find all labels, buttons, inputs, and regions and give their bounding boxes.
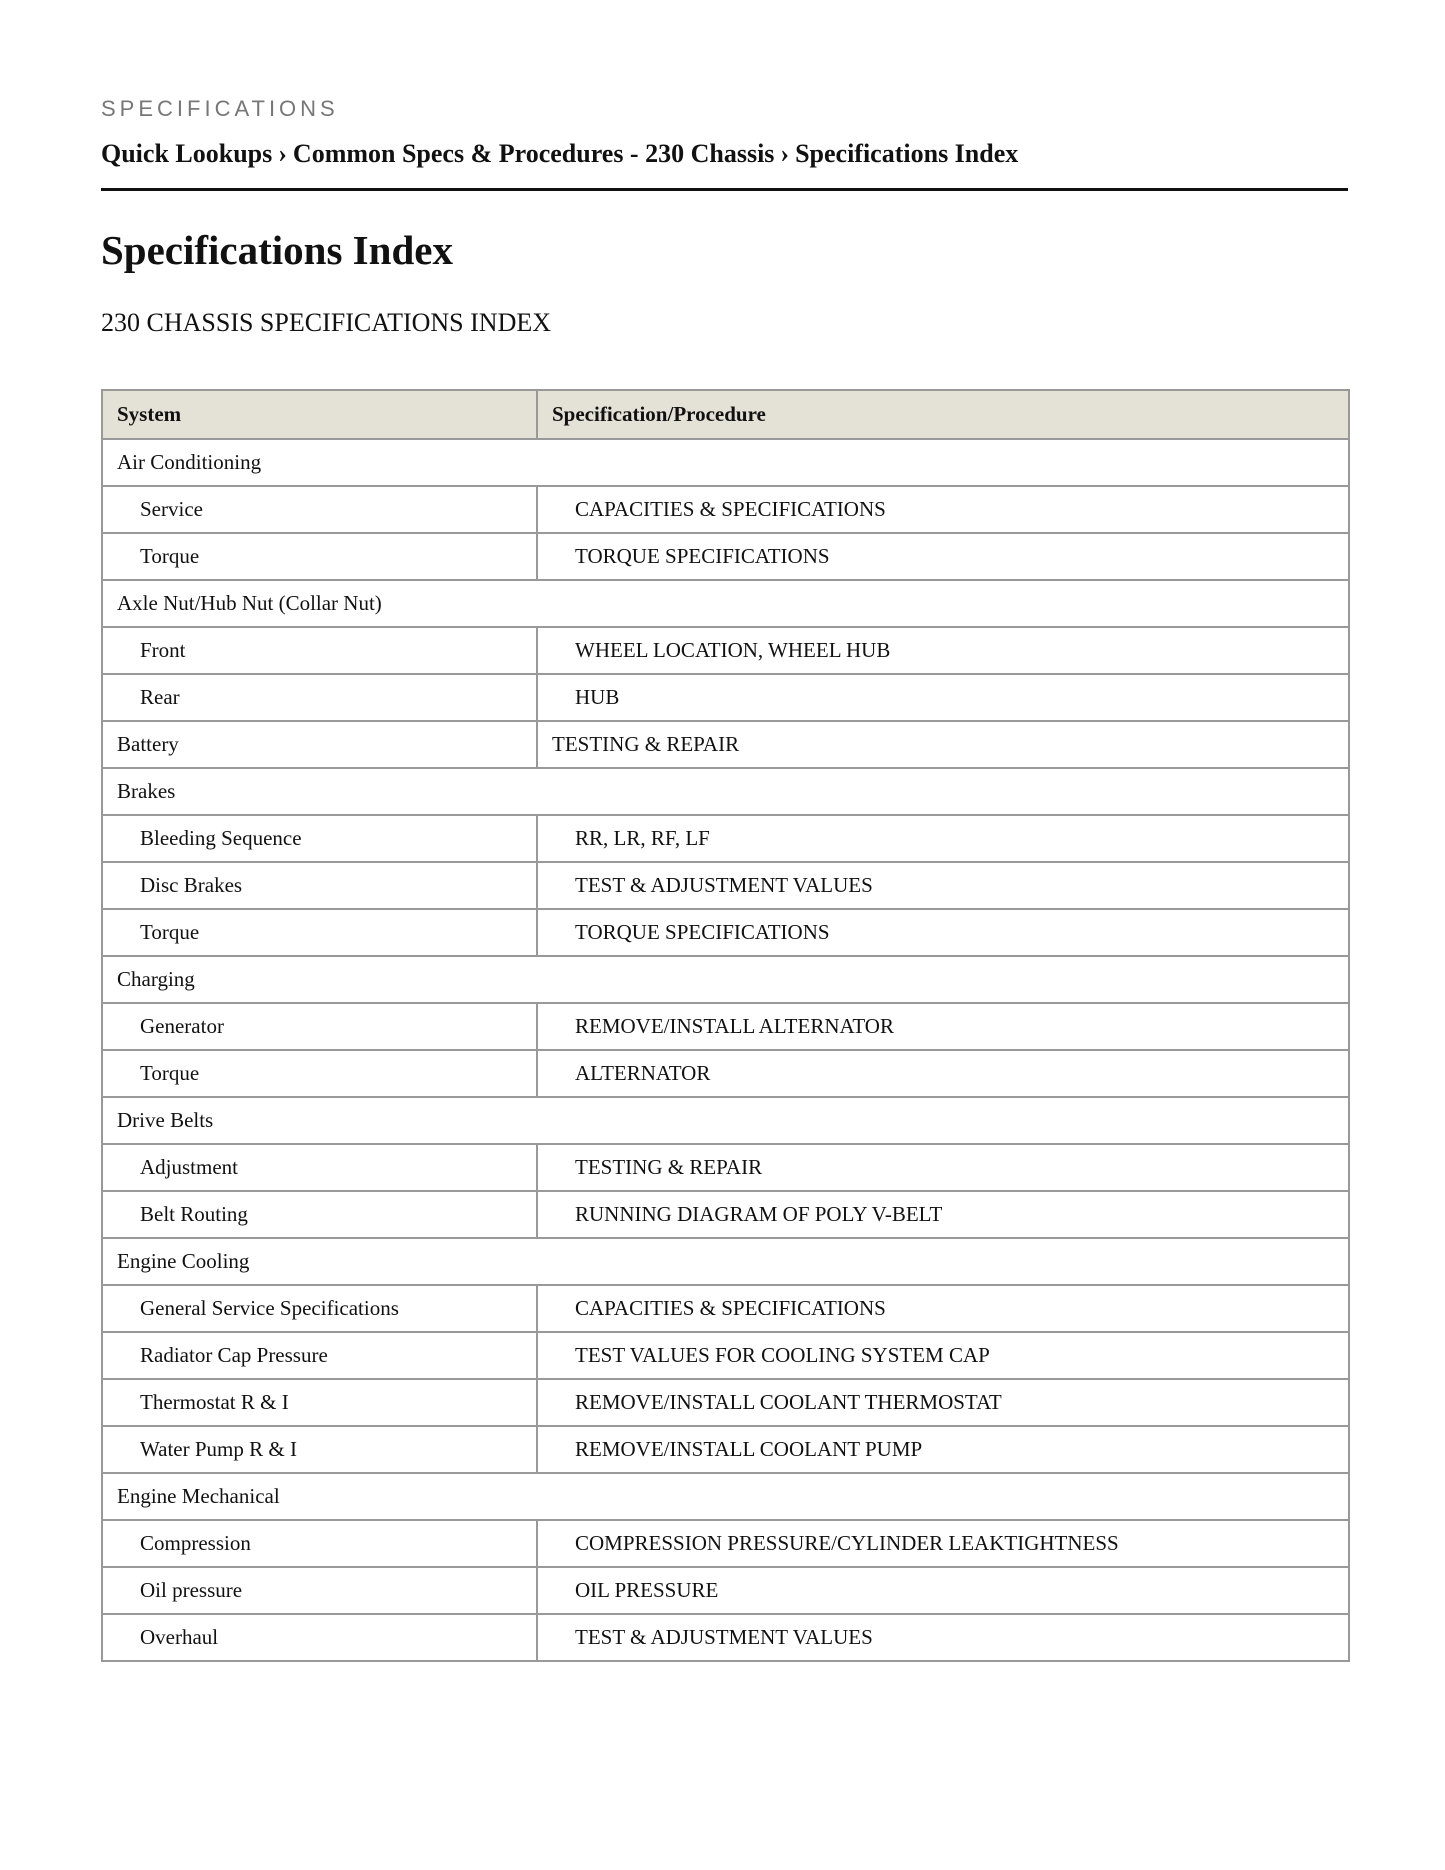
table-group-row (102, 439, 1349, 486)
table-row (102, 674, 1349, 721)
system-cell: Compression (102, 1520, 537, 1567)
page-subtitle: 230 CHASSIS SPECIFICATIONS INDEX (101, 308, 552, 337)
spec-link[interactable]: TEST & ADJUSTMENT VALUES (537, 1614, 1349, 1661)
table-row (102, 1285, 1349, 1332)
spec-link[interactable]: CAPACITIES & SPECIFICATIONS (537, 1285, 1349, 1332)
table-row (102, 1426, 1349, 1473)
system-cell: Rear (102, 674, 537, 721)
group-label: Engine Cooling (102, 1238, 1349, 1285)
spec-link[interactable]: TESTING & REPAIR (537, 721, 1349, 768)
spec-link[interactable]: WHEEL LOCATION, WHEEL HUB (537, 627, 1349, 674)
table-row (102, 1050, 1349, 1097)
system-cell: Radiator Cap Pressure (102, 1332, 537, 1379)
table-row (102, 1520, 1349, 1567)
page (101, 0, 1348, 1662)
group-label: Brakes (102, 768, 1349, 815)
system-cell: Belt Routing (102, 1191, 537, 1238)
system-cell: Torque (102, 533, 537, 580)
group-label: Engine Mechanical (102, 1473, 1349, 1520)
group-label: Drive Belts (102, 1097, 1349, 1144)
table-row (102, 1332, 1349, 1379)
table-row (102, 1144, 1349, 1191)
group-label: Axle Nut/Hub Nut (Collar Nut) (102, 580, 1349, 627)
system-cell: Thermostat R & I (102, 1379, 537, 1426)
section-kicker: SPECIFICATIONS (101, 96, 339, 121)
spec-link[interactable]: TEST & ADJUSTMENT VALUES (537, 862, 1349, 909)
table-group-row (102, 1473, 1349, 1520)
table-row (102, 627, 1349, 674)
spec-link[interactable]: REMOVE/INSTALL ALTERNATOR (537, 1003, 1349, 1050)
table-row (102, 862, 1349, 909)
system-cell: Torque (102, 1050, 537, 1097)
spec-link[interactable]: REMOVE/INSTALL COOLANT PUMP (537, 1426, 1349, 1473)
table-row (102, 1567, 1349, 1614)
system-cell: Oil pressure (102, 1567, 537, 1614)
group-label: Charging (102, 956, 1349, 1003)
table-group-row (102, 580, 1349, 627)
spec-link[interactable]: TORQUE SPECIFICATIONS (537, 909, 1349, 956)
table-group-row (102, 1238, 1349, 1285)
table-row (102, 1614, 1349, 1661)
system-cell: Bleeding Sequence (102, 815, 537, 862)
system-cell: Service (102, 486, 537, 533)
group-label: Air Conditioning (102, 439, 1349, 486)
spec-link[interactable]: TORQUE SPECIFICATIONS (537, 533, 1349, 580)
specifications-table (101, 389, 1350, 1662)
spec-link[interactable]: RR, LR, RF, LF (537, 815, 1349, 862)
table-row (102, 815, 1349, 862)
system-cell: Generator (102, 1003, 537, 1050)
spec-link[interactable]: TEST VALUES FOR COOLING SYSTEM CAP (537, 1332, 1349, 1379)
system-cell: Battery (102, 721, 537, 768)
spec-link[interactable]: ALTERNATOR (537, 1050, 1349, 1097)
table-header-row (102, 390, 1349, 439)
table-group-row (102, 768, 1349, 815)
spec-link[interactable]: TESTING & REPAIR (537, 1144, 1349, 1191)
table-group-row (102, 1097, 1349, 1144)
column-header-spec: Specification/Procedure (537, 390, 1349, 439)
spec-link[interactable]: OIL PRESSURE (537, 1567, 1349, 1614)
table-group-row (102, 956, 1349, 1003)
system-cell: Front (102, 627, 537, 674)
table-row (102, 533, 1349, 580)
system-cell: Adjustment (102, 1144, 537, 1191)
page-title: Specifications Index (101, 227, 453, 273)
table-body (102, 439, 1349, 1661)
table-row (102, 486, 1349, 533)
table-row (102, 909, 1349, 956)
spec-link[interactable]: RUNNING DIAGRAM OF POLY V-BELT (537, 1191, 1349, 1238)
system-cell: Water Pump R & I (102, 1426, 537, 1473)
table-row (102, 1379, 1349, 1426)
breadcrumb-item-current: Specifications Index (795, 139, 1019, 168)
table-row (102, 721, 1349, 768)
table-row (102, 1191, 1349, 1238)
spec-link[interactable]: HUB (537, 674, 1349, 721)
column-header-system: System (102, 390, 537, 439)
breadcrumb-item-common-specs[interactable]: Common Specs & Procedures - 230 Chassis (292, 139, 775, 168)
breadcrumb (101, 138, 1348, 191)
system-cell: Torque (102, 909, 537, 956)
spec-link[interactable]: COMPRESSION PRESSURE/CYLINDER LEAKTIGHTNESS (537, 1520, 1349, 1567)
spec-link[interactable]: REMOVE/INSTALL COOLANT THERMOSTAT (537, 1379, 1349, 1426)
table-row (102, 1003, 1349, 1050)
breadcrumb-item-quick-lookups[interactable]: Quick Lookups (101, 139, 273, 168)
breadcrumb-separator: › (278, 139, 287, 168)
spec-link[interactable]: CAPACITIES & SPECIFICATIONS (537, 486, 1349, 533)
system-cell: Disc Brakes (102, 862, 537, 909)
system-cell: General Service Specifications (102, 1285, 537, 1332)
system-cell: Overhaul (102, 1614, 537, 1661)
breadcrumb-separator: › (780, 139, 790, 168)
